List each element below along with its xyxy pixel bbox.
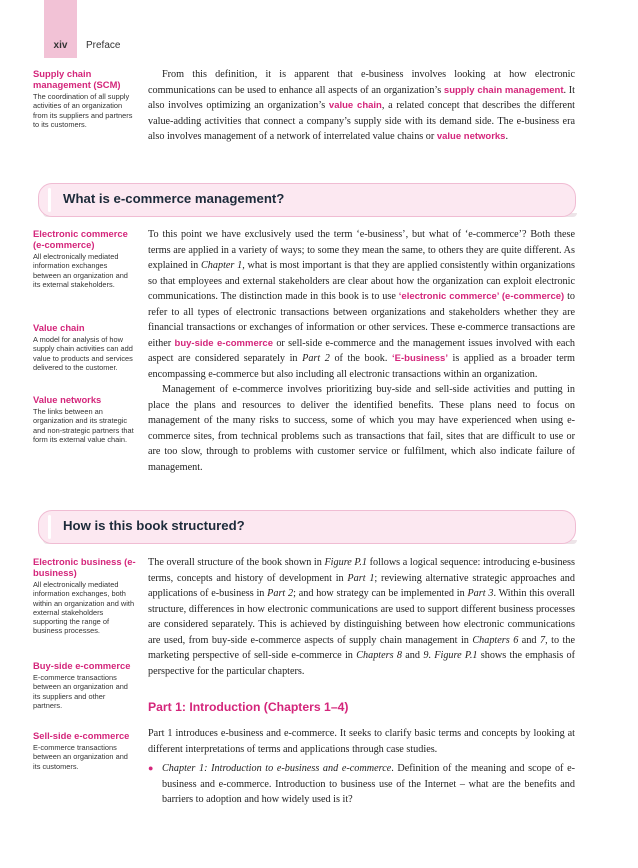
keyword-electronic-commerce: ‘electronic commerce’ (e-commerce) [398,291,565,302]
margin-note-scm [33,68,136,129]
intro-paragraph: From this definition, it is apparent that e-business involves looking at how electronic communications can be used to enhance all aspects of an organization’s supply chain management. It also involves optimizing an organization’s value chain, a related concept that describes the different value-adding activities that connect a company’s supply side with its demand side. The e-business era also involves management of a network of interrelated value chains or value networks. [148,69,575,142]
margin-definition: The links between an organization and its strategic and non-strategic partners that form its external value chain. [33,407,134,444]
part-1-text [148,726,575,808]
running-head: Preface [86,40,121,51]
structure-section-text [148,555,575,679]
intro-text [148,67,575,145]
page-number: xiv [53,40,68,51]
margin-definition: All electronically mediated information exchanges, both within an organization and with external stakeholders supporting the range of business processes. [33,580,135,636]
keyword-buy-side-ecommerce: buy-side e-commerce [174,337,273,349]
structure-paragraph-1: The overall structure of the book shown in Figure P.1 follows a logical sequence: introducing e-business terms, concepts and history of development in Part 1; reviewing alternative strategic approaches and applications of e-business in Part 2; and how strategy can be implemented in Part 3. Within this overall structure, differences in how electronic communications are used to support different business processes are considered separately. This is achieved by distinguishing between how electronic communications are used, from buy-side e-commerce aspects of supply chain management in Chapters 6 and 7, to the marketing perspective of sell-side e-commerce in Chapters 8 and 9. Figure P.1 shows the emphasis of perspective for the particular chapters. [148,557,576,677]
margin-term: Value networks [33,394,102,405]
ecommerce-paragraph-1: To this point we have exclusively used the term ‘e-business’, but what of ‘e-commerce’? Both these terms are applied in a variety of ways; to some they mean the same, to others they are quite different. As explained in Chapter 1, what is most important is that they are applied consistently within organizations so that employees and external stakeholders are clear about how the organization can exploit electronic communications. The distinction made in this book is to use ‘electronic commerce’ (e-commerce) to refer to all types of electronic transactions between organizations and stakeholders whether they are financial transactions or exchanges of information or other services. These e-commerce transactions are either buy-side e-commerce or sell-side e-commerce and the management issues involved with each aspect are considered separately in Part 2 of the book. ‘E-business’ is applied as a broader term encompassing e-commerce but also including all electronic transactions within an organization. [148,229,575,380]
margin-term: Supply chain management (SCM) [33,68,121,90]
bullet-icon: ● [148,763,154,773]
margin-note-ecommerce [33,228,136,289]
margin-definition: The coordination of all supply activities of an organization from its suppliers and partners to its customers. [33,92,133,129]
section-title: How is this book structured? [63,518,245,533]
margin-term: Buy-side e-commerce [33,660,131,671]
list-item: ● Chapter 1: Introduction to e-business and e-commerce. Definition of the meaning and scope of e-business and e-commerce. Introduction to business use of the Internet – what are the benefits and barriers to adoption and how widely used is it? [148,761,575,808]
ecommerce-section-text [148,227,575,475]
keyword-e-business: ‘E-business’ [392,353,448,364]
margin-note-buy-side [33,660,136,710]
margin-note-sell-side [33,730,136,771]
margin-definition: All electronically mediated information exchanges between an organization and its external stakeholders. [33,252,128,289]
part-1-heading: Part 1: Introduction (Chapters 1–4) [148,700,349,714]
margin-definition: E-commerce transactions between an organization and its customers. [33,743,128,771]
margin-term: Electronic commerce (e-commerce) [33,228,128,250]
section-band-structure [38,510,576,544]
margin-term: Value chain [33,322,85,333]
margin-term: Electronic business (e-business) [33,556,136,578]
ecommerce-paragraph-2: Management of e-commerce involves prioritizing buy-side and sell-side activities and putting in place the plans and resources to deliver the identified benefits. These plans need to focus on management of the many risks to success, some of which you may have experienced when using e-commerce sites, from technical problems such as transactions that fail, sites that are difficult to use or are too slow, through to problems with customer service or fulfilment, which also indicate failure of management. [148,384,575,473]
chapter-1-title: Chapter 1: Introduction to e-business and e-commerce [162,763,392,774]
margin-definition: E-commerce transactions between an organization and its suppliers and other partners. [33,673,128,710]
keyword-supply-chain-management: supply chain management [443,84,564,96]
section-band-ecommerce [38,183,576,217]
margin-term: Sell-side e-commerce [33,730,130,741]
keyword-value-chain: value chain [328,100,382,111]
part-1-intro: Part 1 introduces e-business and e-commerce. It seeks to clarify basic terms and concepts by looking at different interpretations of terms and applications through case studies. [148,728,575,755]
margin-note-value-networks [33,394,136,444]
page-number-tab [44,0,77,58]
keyword-value-networks: value networks [436,131,506,142]
margin-note-ebusiness [33,556,136,636]
margin-definition: A model for analysis of how supply chain activities can add value to products and services delivered to the customer. [33,335,133,372]
section-title: What is e-commerce management? [63,191,285,206]
margin-note-value-chain [33,322,136,372]
